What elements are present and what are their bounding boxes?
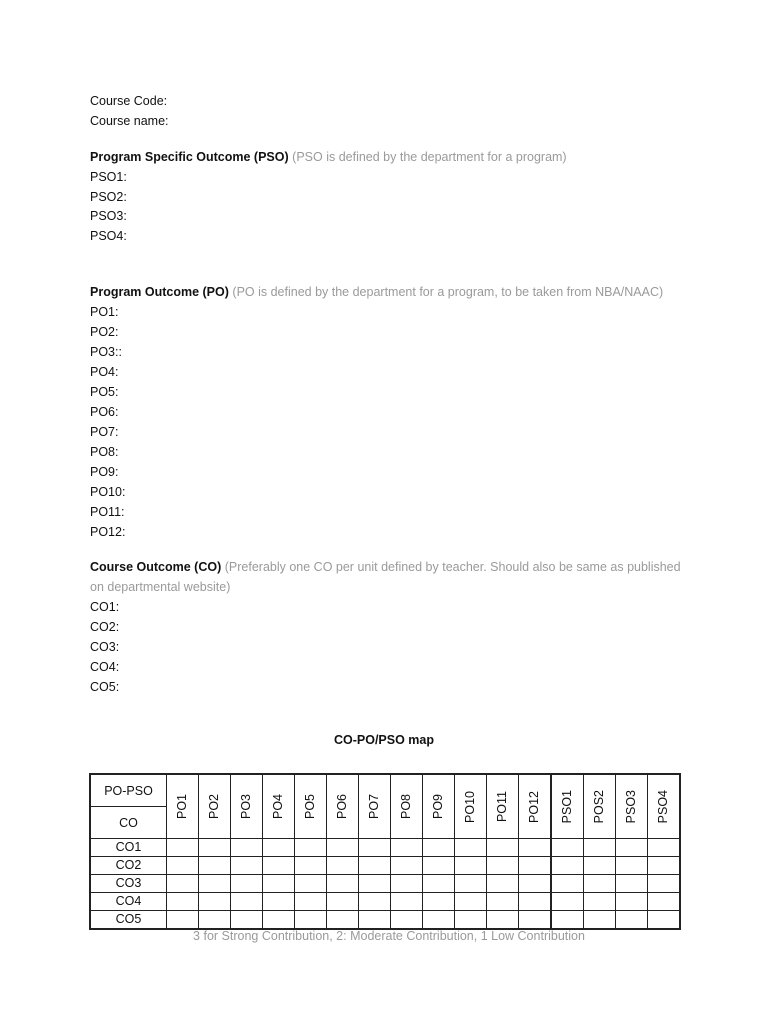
po-item: PO6: bbox=[90, 405, 119, 419]
pso-item: PSO1: bbox=[90, 170, 127, 184]
map-cell[interactable] bbox=[616, 875, 648, 893]
table-row bbox=[90, 911, 680, 930]
map-cell[interactable] bbox=[327, 911, 359, 930]
map-cell[interactable] bbox=[295, 857, 327, 875]
map-cell[interactable] bbox=[455, 893, 487, 911]
table-body bbox=[90, 839, 680, 930]
column-header-label: PO1 bbox=[175, 793, 189, 819]
map-cell[interactable] bbox=[167, 839, 199, 857]
map-legend: 3 for Strong Contribution, 2: Moderate Contribution, 1 Low Contribution bbox=[193, 929, 585, 943]
column-header-label: PO5 bbox=[303, 793, 317, 819]
map-cell[interactable] bbox=[199, 839, 231, 857]
map-cell[interactable] bbox=[455, 911, 487, 930]
column-header bbox=[616, 774, 648, 839]
map-cell[interactable] bbox=[327, 839, 359, 857]
pso-note: (PSO is defined by the department for a program) bbox=[292, 150, 567, 164]
column-header bbox=[648, 774, 681, 839]
co-heading: Course Outcome (CO) bbox=[90, 560, 222, 574]
column-header bbox=[359, 774, 391, 839]
map-cell[interactable] bbox=[519, 839, 552, 857]
po-item: PO1: bbox=[90, 305, 119, 319]
map-cell[interactable] bbox=[423, 839, 455, 857]
map-cell[interactable] bbox=[327, 893, 359, 911]
map-cell[interactable] bbox=[487, 875, 519, 893]
map-cell[interactable] bbox=[616, 839, 648, 857]
row-label: CO2 bbox=[90, 857, 167, 875]
map-cell[interactable] bbox=[455, 839, 487, 857]
map-cell[interactable] bbox=[455, 875, 487, 893]
po-item: PO3:: bbox=[90, 345, 122, 359]
row-label: CO5 bbox=[90, 911, 167, 930]
course-code-label: Course Code: bbox=[90, 94, 168, 108]
po-item: PO2: bbox=[90, 325, 119, 339]
column-header-label: PO2 bbox=[207, 793, 221, 819]
map-cell[interactable] bbox=[584, 893, 616, 911]
map-cell[interactable] bbox=[519, 875, 552, 893]
po-heading: Program Outcome (PO) bbox=[90, 285, 229, 299]
map-cell[interactable] bbox=[423, 857, 455, 875]
column-header-label: PSO4 bbox=[656, 789, 670, 824]
po-note: (PO is defined by the department for a program, to be taken from NBA/NAAC) bbox=[232, 285, 664, 299]
map-cell[interactable] bbox=[584, 839, 616, 857]
po-item: PO9: bbox=[90, 465, 119, 479]
map-cell[interactable] bbox=[648, 839, 681, 857]
pso-item: PSO4: bbox=[90, 229, 127, 243]
map-cell[interactable] bbox=[616, 893, 648, 911]
po-item: PO12: bbox=[90, 525, 126, 539]
map-cell[interactable] bbox=[263, 839, 295, 857]
map-cell[interactable] bbox=[327, 875, 359, 893]
table-row bbox=[90, 875, 680, 893]
po-item: PO11: bbox=[90, 505, 125, 519]
map-cell[interactable] bbox=[295, 875, 327, 893]
column-header bbox=[455, 774, 487, 839]
row-label: CO3 bbox=[90, 875, 167, 893]
map-cell[interactable] bbox=[551, 839, 584, 857]
map-cell[interactable] bbox=[231, 893, 263, 911]
map-cell[interactable] bbox=[551, 875, 584, 893]
map-cell[interactable] bbox=[167, 893, 199, 911]
map-cell[interactable] bbox=[519, 911, 552, 930]
map-cell[interactable] bbox=[487, 893, 519, 911]
column-header bbox=[263, 774, 295, 839]
column-header bbox=[231, 774, 263, 839]
map-cell[interactable] bbox=[391, 857, 423, 875]
map-cell[interactable] bbox=[359, 875, 391, 893]
column-header-label: PO10 bbox=[463, 790, 477, 823]
table-row bbox=[90, 857, 680, 875]
map-cell[interactable] bbox=[167, 875, 199, 893]
map-cell[interactable] bbox=[231, 839, 263, 857]
pso-heading: Program Specific Outcome (PSO) bbox=[90, 150, 289, 164]
column-header-label: PO8 bbox=[399, 793, 413, 819]
map-cell[interactable] bbox=[231, 857, 263, 875]
co-item: CO2: bbox=[90, 620, 120, 634]
column-header-label: PO11 bbox=[495, 790, 509, 823]
map-title: CO-PO/PSO map bbox=[333, 733, 435, 747]
map-cell[interactable] bbox=[167, 911, 199, 930]
map-cell[interactable] bbox=[487, 839, 519, 857]
map-cell[interactable] bbox=[327, 857, 359, 875]
column-header bbox=[199, 774, 231, 839]
corner-top-label: PO-PSO bbox=[90, 774, 167, 807]
column-header-label: PO12 bbox=[527, 790, 541, 823]
po-item: PO4: bbox=[90, 365, 119, 379]
column-header bbox=[584, 774, 616, 839]
pso-heading-line bbox=[90, 147, 567, 167]
table-row bbox=[90, 893, 680, 911]
map-cell[interactable] bbox=[391, 911, 423, 930]
co-note: (Preferably one CO per unit defined by teacher. Should also be same as published on departmental website) bbox=[90, 560, 681, 594]
map-cell[interactable] bbox=[584, 911, 616, 930]
column-header-label: POS2 bbox=[592, 789, 606, 824]
map-cell[interactable] bbox=[455, 857, 487, 875]
map-cell[interactable] bbox=[616, 857, 648, 875]
map-cell[interactable] bbox=[519, 893, 552, 911]
map-cell[interactable] bbox=[263, 911, 295, 930]
map-cell[interactable] bbox=[231, 911, 263, 930]
co-po-pso-table bbox=[89, 773, 681, 930]
map-cell[interactable] bbox=[295, 911, 327, 930]
column-header bbox=[423, 774, 455, 839]
column-header-label: PO7 bbox=[367, 793, 381, 819]
course-name-label: Course name: bbox=[90, 114, 169, 128]
corner-bottom-label: CO bbox=[90, 807, 167, 839]
po-item: PO8: bbox=[90, 445, 119, 459]
po-item: PO10: bbox=[90, 485, 126, 499]
column-header bbox=[295, 774, 327, 839]
column-header bbox=[487, 774, 519, 839]
po-item: PO7: bbox=[90, 425, 119, 439]
map-cell[interactable] bbox=[263, 875, 295, 893]
map-cell[interactable] bbox=[391, 875, 423, 893]
map-cell[interactable] bbox=[487, 857, 519, 875]
column-header bbox=[519, 774, 552, 839]
map-cell[interactable] bbox=[551, 893, 584, 911]
map-cell[interactable] bbox=[551, 911, 584, 930]
map-cell[interactable] bbox=[648, 893, 681, 911]
map-cell[interactable] bbox=[423, 875, 455, 893]
column-header-label: PO3 bbox=[239, 793, 253, 819]
po-heading-line bbox=[90, 282, 663, 302]
row-label: CO1 bbox=[90, 839, 167, 857]
table-row bbox=[90, 839, 680, 857]
map-cell[interactable] bbox=[199, 911, 231, 930]
pso-item: PSO3: bbox=[90, 209, 127, 223]
map-cell[interactable] bbox=[359, 857, 391, 875]
map-cell[interactable] bbox=[295, 839, 327, 857]
map-cell[interactable] bbox=[584, 857, 616, 875]
map-cell[interactable] bbox=[551, 857, 584, 875]
co-item: CO5: bbox=[90, 680, 120, 694]
map-cell[interactable] bbox=[359, 911, 391, 930]
map-cell[interactable] bbox=[199, 857, 231, 875]
column-header-label: PO9 bbox=[431, 793, 445, 819]
co-item: CO3: bbox=[90, 640, 120, 654]
column-header-label: PO6 bbox=[335, 793, 349, 819]
map-cell[interactable] bbox=[391, 893, 423, 911]
column-header bbox=[391, 774, 423, 839]
map-cell[interactable] bbox=[199, 875, 231, 893]
column-header-label: PSO3 bbox=[624, 789, 638, 824]
co-heading-line bbox=[90, 557, 690, 597]
map-cell[interactable] bbox=[423, 893, 455, 911]
column-header-label: PSO1 bbox=[560, 789, 574, 824]
map-cell[interactable] bbox=[423, 911, 455, 930]
column-header-label: PO4 bbox=[271, 793, 285, 819]
map-cell[interactable] bbox=[359, 839, 391, 857]
map-cell[interactable] bbox=[487, 911, 519, 930]
map-cell[interactable] bbox=[584, 875, 616, 893]
map-cell[interactable] bbox=[263, 857, 295, 875]
map-cell[interactable] bbox=[359, 893, 391, 911]
map-cell[interactable] bbox=[519, 857, 552, 875]
map-cell[interactable] bbox=[295, 893, 327, 911]
map-cell[interactable] bbox=[263, 893, 295, 911]
column-header bbox=[167, 774, 199, 839]
map-cell[interactable] bbox=[231, 875, 263, 893]
map-cell[interactable] bbox=[648, 911, 681, 930]
map-cell[interactable] bbox=[648, 875, 681, 893]
co-item: CO4: bbox=[90, 660, 120, 674]
po-item: PO5: bbox=[90, 385, 119, 399]
pso-item: PSO2: bbox=[90, 190, 127, 204]
map-cell[interactable] bbox=[616, 911, 648, 930]
map-cell[interactable] bbox=[167, 857, 199, 875]
map-cell[interactable] bbox=[391, 839, 423, 857]
column-header bbox=[551, 774, 584, 839]
column-header bbox=[327, 774, 359, 839]
co-item: CO1: bbox=[90, 600, 120, 614]
map-cell[interactable] bbox=[648, 857, 681, 875]
map-cell[interactable] bbox=[199, 893, 231, 911]
table-header-row bbox=[90, 774, 680, 807]
row-label: CO4 bbox=[90, 893, 167, 911]
